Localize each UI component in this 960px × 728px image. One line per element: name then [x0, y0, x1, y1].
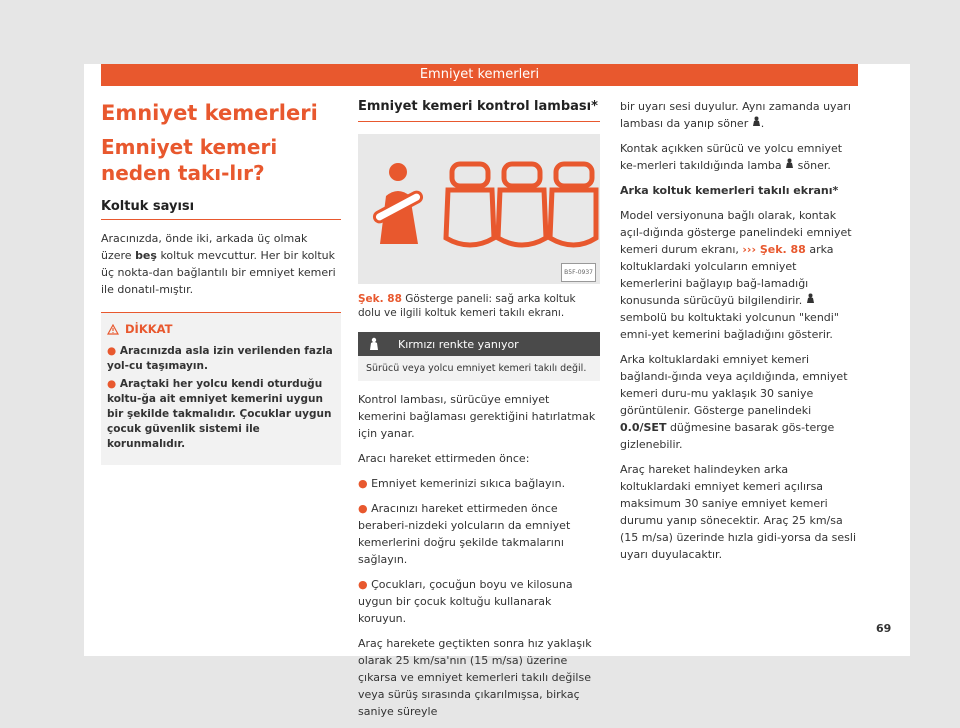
- status-note: Sürücü veya yolcu emniyet kemeri takılı değil.: [358, 356, 600, 381]
- paragraph: Kontak açıkken sürücü ve yolcu emniyet ke-merleri takıldığında lamba söner.: [620, 142, 843, 172]
- paragraph: Araç harekete geçtikten sonra hız yaklaşık olarak 25 km/sa'nın (15 m/sa) üzerine çıkarsa ve emniyet kemerleri takılı değilse veya sürüş sırasında çıkarılmışsa, birkaç saniye süreyle: [358, 637, 592, 718]
- paragraph: Model versiyonuna bağlı olarak, kontak açıl-dığında gösterge panelindeki emniyet kemeri durum ekranı, ››› Şek. 88 arka koltuklardaki yolcuların emniyet kemerlerini bağlayıp bağ-lamadığı konusunda sürücüyü bilgilendirir. sembolü bu koltuktaki yolcunun "kendi" emni-yet kemerini bağladığını gösterir.: [620, 209, 852, 341]
- seatbelt-lamp-icon: [806, 293, 815, 304]
- section-heading-control-lamp: Emniyet kemeri kontrol lambası*: [358, 98, 600, 122]
- seat-icon: [550, 164, 596, 245]
- warning-item: ● Araçtaki her yolcu kendi oturduğu koltu-ğa ait emniyet kemerini uygun bir şekilde takmalıdır. Çocuklar uygun çocuk güvenlik sistemi ile korunmalıdır.: [107, 378, 332, 450]
- seatbelt-lamp-icon: [785, 158, 794, 169]
- status-bar-red-lamp: Kırmızı renkte yanıyor: [358, 332, 600, 356]
- column-middle: [358, 98, 600, 728]
- warning-triangle-icon: [107, 324, 119, 335]
- warning-box: [101, 312, 341, 465]
- page-number: 69: [876, 622, 892, 635]
- column-left: [101, 100, 341, 465]
- figure-dashboard-seats: [358, 134, 600, 284]
- seat-count-paragraph: Aracınızda, önde iki, arkada üç olmak üzere beş koltuk mevcuttur. Her bir koltuk üç nokta-dan bağlantılı bir emniyet kemeri ile donatıl-mıştır.: [101, 232, 336, 296]
- figure-code: B5F-0937: [561, 263, 596, 282]
- page-title: Emniyet kemerleri: [101, 101, 318, 125]
- seat-icon: [446, 164, 494, 245]
- seatbelt-person-icon: [373, 163, 424, 244]
- paragraph: bir uyarı sesi duyulur. Aynı zamanda uyarı lambası da yanıp söner .: [620, 100, 851, 130]
- list-item: ● Aracınızı hareket ettirmeden önce beraberi-nizdeki yolcuların da emniyet kemerlerini doğru şekilde takmalarını sağlayın.: [358, 502, 571, 566]
- seatbelt-warning-icon: [368, 337, 380, 351]
- page-header: Emniyet kemerleri: [101, 64, 858, 86]
- section-heading-seat-count: Koltuk sayısı: [101, 198, 341, 220]
- paragraph: Kontrol lambası, sürücüye emniyet kemerini bağlaması gerektiğini hatırlatmak için yanar.: [358, 393, 596, 440]
- figure-caption: Şek. 88 Gösterge paneli: sağ arka koltuk dolu ve ilgili koltuk kemeri takılı ekranı.: [358, 293, 576, 319]
- seat-icon: [498, 164, 546, 245]
- section-heading-rear-belts: Arka koltuk kemerleri takılı ekranı*: [620, 184, 839, 197]
- paragraph: Araç hareket halindeyken arka koltuklardaki emniyet kemeri açılırsa maksimum 30 saniye emniyet kemeri durumu yanıp sönecektir. Araç 25 km/sa (15 m/sa) üzerinde hızla gidi-yorsa da sesli uyarı duyulacaktır.: [620, 463, 857, 561]
- page-subtitle: Emniyet kemeri neden takı-lır?: [101, 135, 278, 185]
- seat-belt-illustration: [358, 134, 600, 284]
- paragraph: Arka koltuklardaki emniyet kemeri bağlandı-ğında veya açıldığında, emniyet kemeri duru-mu yaklaşık 30 saniye görüntülenir. Gösterge panelindeki 0.0/SET düğmesine basarak gös-terge gizlenebilir.: [620, 353, 848, 451]
- list-item: ● Emniyet kemerinizi sıkıca bağlayın.: [358, 477, 566, 490]
- warning-item: ● Aracınızda asla izin verilenden fazla yol-cu taşımayın.: [107, 345, 333, 372]
- seatbelt-lamp-icon: [752, 116, 761, 127]
- figure-reference-link[interactable]: ››› Şek. 88: [742, 243, 806, 256]
- paragraph: Aracı hareket ettirmeden önce:: [358, 452, 530, 465]
- set-button-label: 0.0/SET: [620, 421, 667, 434]
- warning-title: DİKKAT: [107, 321, 335, 338]
- column-right: [620, 98, 858, 571]
- list-item: ● Çocukları, çocuğun boyu ve kilosuna uygun bir çocuk koltuğu kullanarak koruyun.: [358, 578, 573, 625]
